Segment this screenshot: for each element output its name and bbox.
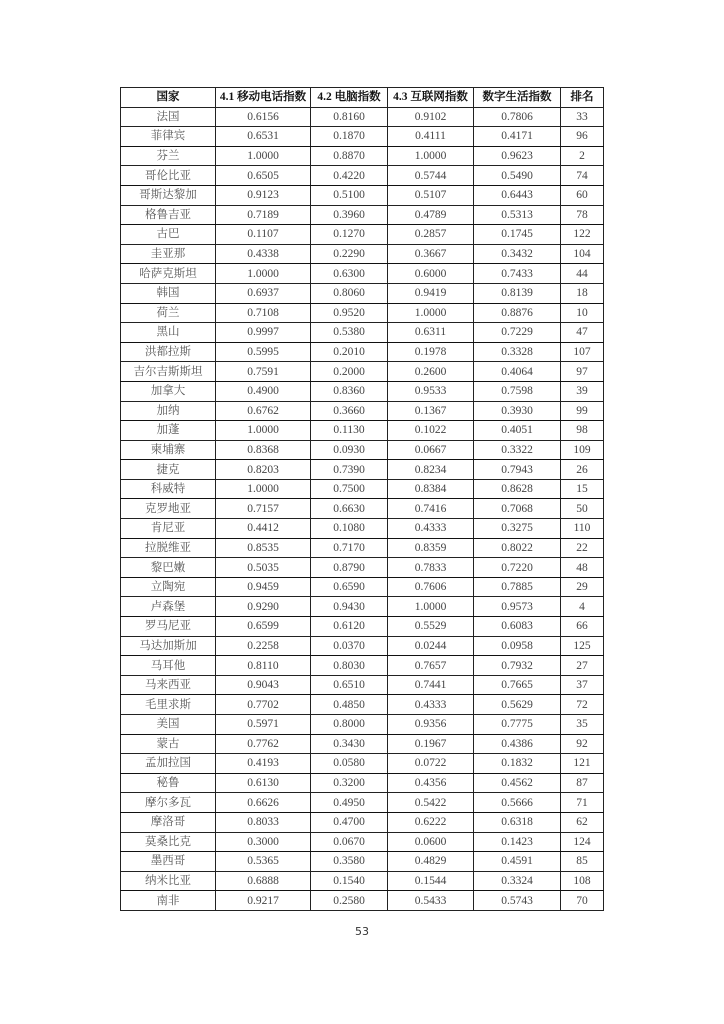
mobile-index-cell: 1.0000 bbox=[216, 264, 311, 284]
digital-life-index-cell: 0.4064 bbox=[474, 362, 561, 382]
country-cell: 芬兰 bbox=[121, 146, 216, 166]
country-cell: 孟加拉国 bbox=[121, 754, 216, 774]
table-row bbox=[121, 891, 604, 911]
internet-index-cell: 0.4789 bbox=[388, 205, 474, 225]
digital-life-index-cell: 0.1423 bbox=[474, 832, 561, 852]
country-cell: 法国 bbox=[121, 107, 216, 127]
computer-index-cell: 0.8160 bbox=[311, 107, 388, 127]
country-cell: 黑山 bbox=[121, 323, 216, 343]
column-header-country: 国家 bbox=[121, 88, 216, 108]
rank-cell: 22 bbox=[561, 538, 604, 558]
country-cell: 秘鲁 bbox=[121, 773, 216, 793]
country-cell: 加纳 bbox=[121, 401, 216, 421]
country-cell: 菲律宾 bbox=[121, 127, 216, 147]
table-header-row bbox=[121, 88, 604, 108]
computer-index-cell: 0.3960 bbox=[311, 205, 388, 225]
digital-life-index-cell: 0.7943 bbox=[474, 460, 561, 480]
mobile-index-cell: 0.6531 bbox=[216, 127, 311, 147]
computer-index-cell: 0.8360 bbox=[311, 381, 388, 401]
table-row bbox=[121, 127, 604, 147]
column-header-digital-life-index: 数字生活指数 bbox=[474, 88, 561, 108]
table-row bbox=[121, 303, 604, 323]
mobile-index-cell: 0.7591 bbox=[216, 362, 311, 382]
mobile-index-cell: 0.7762 bbox=[216, 734, 311, 754]
country-cell: 马来西亚 bbox=[121, 675, 216, 695]
rank-cell: 15 bbox=[561, 479, 604, 499]
country-cell: 墨西哥 bbox=[121, 852, 216, 872]
internet-index-cell: 0.7606 bbox=[388, 577, 474, 597]
rank-cell: 78 bbox=[561, 205, 604, 225]
digital-life-index-cell: 0.3322 bbox=[474, 440, 561, 460]
mobile-index-cell: 1.0000 bbox=[216, 421, 311, 441]
computer-index-cell: 0.1270 bbox=[311, 225, 388, 245]
computer-index-cell: 0.1130 bbox=[311, 421, 388, 441]
mobile-index-cell: 0.6762 bbox=[216, 401, 311, 421]
computer-index-cell: 0.3580 bbox=[311, 852, 388, 872]
computer-index-cell: 0.3660 bbox=[311, 401, 388, 421]
mobile-index-cell: 0.5365 bbox=[216, 852, 311, 872]
rank-cell: 50 bbox=[561, 499, 604, 519]
country-cell: 南非 bbox=[121, 891, 216, 911]
rank-cell: 35 bbox=[561, 715, 604, 735]
internet-index-cell: 0.9419 bbox=[388, 283, 474, 303]
table-row bbox=[121, 244, 604, 264]
digital-life-index-cell: 0.7068 bbox=[474, 499, 561, 519]
mobile-index-cell: 0.9997 bbox=[216, 323, 311, 343]
internet-index-cell: 0.7441 bbox=[388, 675, 474, 695]
internet-index-cell: 0.8234 bbox=[388, 460, 474, 480]
digital-life-index-cell: 0.6443 bbox=[474, 185, 561, 205]
rank-cell: 47 bbox=[561, 323, 604, 343]
computer-index-cell: 0.2010 bbox=[311, 342, 388, 362]
table-row bbox=[121, 656, 604, 676]
internet-index-cell: 0.6311 bbox=[388, 323, 474, 343]
internet-index-cell: 0.9533 bbox=[388, 381, 474, 401]
digital-life-index-cell: 0.1745 bbox=[474, 225, 561, 245]
computer-index-cell: 0.6590 bbox=[311, 577, 388, 597]
internet-index-cell: 1.0000 bbox=[388, 597, 474, 617]
table-body bbox=[121, 107, 604, 910]
rank-cell: 33 bbox=[561, 107, 604, 127]
country-cell: 马耳他 bbox=[121, 656, 216, 676]
computer-index-cell: 0.6300 bbox=[311, 264, 388, 284]
digital-life-index-cell: 0.7665 bbox=[474, 675, 561, 695]
mobile-index-cell: 1.0000 bbox=[216, 146, 311, 166]
mobile-index-cell: 0.3000 bbox=[216, 832, 311, 852]
computer-index-cell: 0.4850 bbox=[311, 695, 388, 715]
digital-life-index-cell: 0.6318 bbox=[474, 812, 561, 832]
computer-index-cell: 0.7390 bbox=[311, 460, 388, 480]
computer-index-cell: 0.0580 bbox=[311, 754, 388, 774]
country-cell: 圭亚那 bbox=[121, 244, 216, 264]
computer-index-cell: 0.2580 bbox=[311, 891, 388, 911]
rank-cell: 124 bbox=[561, 832, 604, 852]
digital-life-index-cell: 0.6083 bbox=[474, 617, 561, 637]
country-cell: 柬埔寨 bbox=[121, 440, 216, 460]
mobile-index-cell: 0.5995 bbox=[216, 342, 311, 362]
table-row bbox=[121, 675, 604, 695]
table-row bbox=[121, 225, 604, 245]
internet-index-cell: 0.8359 bbox=[388, 538, 474, 558]
computer-index-cell: 0.0670 bbox=[311, 832, 388, 852]
mobile-index-cell: 0.8033 bbox=[216, 812, 311, 832]
table-row bbox=[121, 754, 604, 774]
country-cell: 格鲁吉亚 bbox=[121, 205, 216, 225]
table-row bbox=[121, 283, 604, 303]
computer-index-cell: 0.9520 bbox=[311, 303, 388, 323]
rank-cell: 97 bbox=[561, 362, 604, 382]
computer-index-cell: 0.6120 bbox=[311, 617, 388, 637]
internet-index-cell: 0.2600 bbox=[388, 362, 474, 382]
rank-cell: 110 bbox=[561, 519, 604, 539]
table-row bbox=[121, 617, 604, 637]
internet-index-cell: 0.5107 bbox=[388, 185, 474, 205]
digital-life-index-cell: 0.4591 bbox=[474, 852, 561, 872]
digital-life-index-cell: 0.3324 bbox=[474, 871, 561, 891]
mobile-index-cell: 0.8110 bbox=[216, 656, 311, 676]
column-header-mobile-index: 4.1 移动电话指数 bbox=[216, 88, 311, 108]
mobile-index-cell: 0.7157 bbox=[216, 499, 311, 519]
country-cell: 吉尔吉斯斯坦 bbox=[121, 362, 216, 382]
computer-index-cell: 0.1870 bbox=[311, 127, 388, 147]
digital-life-index-cell: 0.9623 bbox=[474, 146, 561, 166]
table-row bbox=[121, 538, 604, 558]
digital-life-index-cell: 0.7433 bbox=[474, 264, 561, 284]
country-cell: 古巴 bbox=[121, 225, 216, 245]
rank-cell: 60 bbox=[561, 185, 604, 205]
computer-index-cell: 0.1080 bbox=[311, 519, 388, 539]
country-cell: 捷克 bbox=[121, 460, 216, 480]
internet-index-cell: 1.0000 bbox=[388, 303, 474, 323]
internet-index-cell: 1.0000 bbox=[388, 146, 474, 166]
internet-index-cell: 0.2857 bbox=[388, 225, 474, 245]
rank-cell: 29 bbox=[561, 577, 604, 597]
digital-life-index-cell: 0.5490 bbox=[474, 166, 561, 186]
rank-cell: 10 bbox=[561, 303, 604, 323]
table-row bbox=[121, 264, 604, 284]
computer-index-cell: 0.6510 bbox=[311, 675, 388, 695]
country-cell: 卢森堡 bbox=[121, 597, 216, 617]
digital-life-index-cell: 0.8628 bbox=[474, 479, 561, 499]
computer-index-cell: 0.1540 bbox=[311, 871, 388, 891]
digital-life-index-cell: 0.8139 bbox=[474, 283, 561, 303]
computer-index-cell: 0.6630 bbox=[311, 499, 388, 519]
country-cell: 哥伦比亚 bbox=[121, 166, 216, 186]
country-cell: 加拿大 bbox=[121, 381, 216, 401]
rank-cell: 99 bbox=[561, 401, 604, 421]
rank-cell: 18 bbox=[561, 283, 604, 303]
country-cell: 拉脱维亚 bbox=[121, 538, 216, 558]
digital-life-index-cell: 0.3432 bbox=[474, 244, 561, 264]
rank-cell: 74 bbox=[561, 166, 604, 186]
mobile-index-cell: 0.4338 bbox=[216, 244, 311, 264]
digital-life-index-cell: 0.3328 bbox=[474, 342, 561, 362]
mobile-index-cell: 0.5035 bbox=[216, 558, 311, 578]
digital-life-index-cell: 0.5629 bbox=[474, 695, 561, 715]
computer-index-cell: 0.8060 bbox=[311, 283, 388, 303]
mobile-index-cell: 0.9043 bbox=[216, 675, 311, 695]
computer-index-cell: 0.0930 bbox=[311, 440, 388, 460]
rank-cell: 109 bbox=[561, 440, 604, 460]
internet-index-cell: 0.9356 bbox=[388, 715, 474, 735]
internet-index-cell: 0.7416 bbox=[388, 499, 474, 519]
country-cell: 哥斯达黎加 bbox=[121, 185, 216, 205]
internet-index-cell: 0.4111 bbox=[388, 127, 474, 147]
rank-cell: 96 bbox=[561, 127, 604, 147]
mobile-index-cell: 0.5971 bbox=[216, 715, 311, 735]
digital-life-index-cell: 0.7932 bbox=[474, 656, 561, 676]
mobile-index-cell: 0.6130 bbox=[216, 773, 311, 793]
rank-cell: 92 bbox=[561, 734, 604, 754]
table-row bbox=[121, 832, 604, 852]
digital-life-index-cell: 0.4562 bbox=[474, 773, 561, 793]
mobile-index-cell: 0.7189 bbox=[216, 205, 311, 225]
digital-life-index-cell: 0.7220 bbox=[474, 558, 561, 578]
computer-index-cell: 0.4950 bbox=[311, 793, 388, 813]
digital-life-index-cell: 0.8022 bbox=[474, 538, 561, 558]
rank-cell: 108 bbox=[561, 871, 604, 891]
internet-index-cell: 0.4333 bbox=[388, 519, 474, 539]
country-cell: 纳米比亚 bbox=[121, 871, 216, 891]
table-row bbox=[121, 852, 604, 872]
computer-index-cell: 0.0370 bbox=[311, 636, 388, 656]
mobile-index-cell: 0.9123 bbox=[216, 185, 311, 205]
computer-index-cell: 0.4700 bbox=[311, 812, 388, 832]
digital-life-index-table bbox=[120, 87, 604, 911]
rank-cell: 26 bbox=[561, 460, 604, 480]
table-row bbox=[121, 715, 604, 735]
rank-cell: 121 bbox=[561, 754, 604, 774]
country-cell: 哈萨克斯坦 bbox=[121, 264, 216, 284]
internet-index-cell: 0.4356 bbox=[388, 773, 474, 793]
mobile-index-cell: 0.7108 bbox=[216, 303, 311, 323]
table-row bbox=[121, 185, 604, 205]
table-row bbox=[121, 460, 604, 480]
digital-life-index-cell: 0.1832 bbox=[474, 754, 561, 774]
digital-life-index-cell: 0.9573 bbox=[474, 597, 561, 617]
computer-index-cell: 0.4220 bbox=[311, 166, 388, 186]
computer-index-cell: 0.3200 bbox=[311, 773, 388, 793]
mobile-index-cell: 0.6626 bbox=[216, 793, 311, 813]
internet-index-cell: 0.1978 bbox=[388, 342, 474, 362]
rank-cell: 37 bbox=[561, 675, 604, 695]
country-cell: 黎巴嫩 bbox=[121, 558, 216, 578]
page-number: 53 bbox=[355, 925, 369, 938]
rank-cell: 87 bbox=[561, 773, 604, 793]
internet-index-cell: 0.4333 bbox=[388, 695, 474, 715]
country-cell: 罗马尼亚 bbox=[121, 617, 216, 637]
table-row bbox=[121, 499, 604, 519]
table-row bbox=[121, 479, 604, 499]
table-row bbox=[121, 519, 604, 539]
country-cell: 摩尔多瓦 bbox=[121, 793, 216, 813]
digital-life-index-cell: 0.7229 bbox=[474, 323, 561, 343]
internet-index-cell: 0.0722 bbox=[388, 754, 474, 774]
column-header-computer-index: 4.2 电脑指数 bbox=[311, 88, 388, 108]
rank-cell: 48 bbox=[561, 558, 604, 578]
country-cell: 韩国 bbox=[121, 283, 216, 303]
mobile-index-cell: 0.9217 bbox=[216, 891, 311, 911]
computer-index-cell: 0.2000 bbox=[311, 362, 388, 382]
computer-index-cell: 0.7170 bbox=[311, 538, 388, 558]
table-row bbox=[121, 146, 604, 166]
digital-life-index-cell: 0.0958 bbox=[474, 636, 561, 656]
digital-life-index-cell: 0.8876 bbox=[474, 303, 561, 323]
table-row bbox=[121, 734, 604, 754]
rank-cell: 122 bbox=[561, 225, 604, 245]
country-cell: 洪都拉斯 bbox=[121, 342, 216, 362]
table-row bbox=[121, 812, 604, 832]
country-cell: 加蓬 bbox=[121, 421, 216, 441]
digital-life-index-cell: 0.5743 bbox=[474, 891, 561, 911]
table-row bbox=[121, 558, 604, 578]
mobile-index-cell: 0.2258 bbox=[216, 636, 311, 656]
computer-index-cell: 0.3430 bbox=[311, 734, 388, 754]
internet-index-cell: 0.1967 bbox=[388, 734, 474, 754]
table-row bbox=[121, 362, 604, 382]
mobile-index-cell: 0.8203 bbox=[216, 460, 311, 480]
digital-life-index-cell: 0.7806 bbox=[474, 107, 561, 127]
digital-life-index-cell: 0.7775 bbox=[474, 715, 561, 735]
mobile-index-cell: 0.6937 bbox=[216, 283, 311, 303]
rank-cell: 107 bbox=[561, 342, 604, 362]
internet-index-cell: 0.6000 bbox=[388, 264, 474, 284]
country-cell: 立陶宛 bbox=[121, 577, 216, 597]
internet-index-cell: 0.7833 bbox=[388, 558, 474, 578]
digital-life-index-cell: 0.7598 bbox=[474, 381, 561, 401]
internet-index-cell: 0.6222 bbox=[388, 812, 474, 832]
country-cell: 毛里求斯 bbox=[121, 695, 216, 715]
mobile-index-cell: 0.6888 bbox=[216, 871, 311, 891]
country-cell: 肯尼亚 bbox=[121, 519, 216, 539]
computer-index-cell: 0.2290 bbox=[311, 244, 388, 264]
table-row bbox=[121, 577, 604, 597]
mobile-index-cell: 0.9290 bbox=[216, 597, 311, 617]
mobile-index-cell: 0.6505 bbox=[216, 166, 311, 186]
mobile-index-cell: 0.4900 bbox=[216, 381, 311, 401]
internet-index-cell: 0.0667 bbox=[388, 440, 474, 460]
computer-index-cell: 0.8870 bbox=[311, 146, 388, 166]
country-cell: 马达加斯加 bbox=[121, 636, 216, 656]
table-row bbox=[121, 636, 604, 656]
rank-cell: 72 bbox=[561, 695, 604, 715]
rank-cell: 104 bbox=[561, 244, 604, 264]
country-cell: 蒙古 bbox=[121, 734, 216, 754]
rank-cell: 71 bbox=[561, 793, 604, 813]
computer-index-cell: 0.5100 bbox=[311, 185, 388, 205]
country-cell: 美国 bbox=[121, 715, 216, 735]
rank-cell: 44 bbox=[561, 264, 604, 284]
rank-cell: 85 bbox=[561, 852, 604, 872]
mobile-index-cell: 0.6599 bbox=[216, 617, 311, 637]
country-cell: 荷兰 bbox=[121, 303, 216, 323]
rank-cell: 27 bbox=[561, 656, 604, 676]
table-row bbox=[121, 793, 604, 813]
table-row bbox=[121, 205, 604, 225]
internet-index-cell: 0.9102 bbox=[388, 107, 474, 127]
mobile-index-cell: 0.8535 bbox=[216, 538, 311, 558]
country-cell: 摩洛哥 bbox=[121, 812, 216, 832]
country-cell: 克罗地亚 bbox=[121, 499, 216, 519]
digital-life-index-cell: 0.7885 bbox=[474, 577, 561, 597]
computer-index-cell: 0.9430 bbox=[311, 597, 388, 617]
table-row bbox=[121, 342, 604, 362]
internet-index-cell: 0.5744 bbox=[388, 166, 474, 186]
table-row bbox=[121, 440, 604, 460]
internet-index-cell: 0.0244 bbox=[388, 636, 474, 656]
rank-cell: 4 bbox=[561, 597, 604, 617]
rank-cell: 2 bbox=[561, 146, 604, 166]
internet-index-cell: 0.1022 bbox=[388, 421, 474, 441]
internet-index-cell: 0.5433 bbox=[388, 891, 474, 911]
computer-index-cell: 0.8000 bbox=[311, 715, 388, 735]
internet-index-cell: 0.5422 bbox=[388, 793, 474, 813]
rank-cell: 125 bbox=[561, 636, 604, 656]
rank-cell: 66 bbox=[561, 617, 604, 637]
column-header-rank: 排名 bbox=[561, 88, 604, 108]
mobile-index-cell: 0.7702 bbox=[216, 695, 311, 715]
internet-index-cell: 0.1367 bbox=[388, 401, 474, 421]
column-header-internet-index: 4.3 互联网指数 bbox=[388, 88, 474, 108]
mobile-index-cell: 0.8368 bbox=[216, 440, 311, 460]
computer-index-cell: 0.8790 bbox=[311, 558, 388, 578]
computer-index-cell: 0.8030 bbox=[311, 656, 388, 676]
digital-life-index-cell: 0.4171 bbox=[474, 127, 561, 147]
country-cell: 科威特 bbox=[121, 479, 216, 499]
digital-life-index-cell: 0.5666 bbox=[474, 793, 561, 813]
mobile-index-cell: 0.1107 bbox=[216, 225, 311, 245]
internet-index-cell: 0.8384 bbox=[388, 479, 474, 499]
table-row bbox=[121, 695, 604, 715]
mobile-index-cell: 0.6156 bbox=[216, 107, 311, 127]
table-row bbox=[121, 421, 604, 441]
mobile-index-cell: 0.9459 bbox=[216, 577, 311, 597]
internet-index-cell: 0.5529 bbox=[388, 617, 474, 637]
rank-cell: 70 bbox=[561, 891, 604, 911]
rank-cell: 62 bbox=[561, 812, 604, 832]
digital-life-index-cell: 0.3930 bbox=[474, 401, 561, 421]
table-row bbox=[121, 323, 604, 343]
mobile-index-cell: 1.0000 bbox=[216, 479, 311, 499]
internet-index-cell: 0.7657 bbox=[388, 656, 474, 676]
table-row bbox=[121, 773, 604, 793]
mobile-index-cell: 0.4193 bbox=[216, 754, 311, 774]
digital-life-index-cell: 0.4051 bbox=[474, 421, 561, 441]
mobile-index-cell: 0.4412 bbox=[216, 519, 311, 539]
computer-index-cell: 0.7500 bbox=[311, 479, 388, 499]
internet-index-cell: 0.1544 bbox=[388, 871, 474, 891]
table-row bbox=[121, 166, 604, 186]
table-row bbox=[121, 597, 604, 617]
digital-life-index-cell: 0.4386 bbox=[474, 734, 561, 754]
table-row bbox=[121, 871, 604, 891]
internet-index-cell: 0.3667 bbox=[388, 244, 474, 264]
computer-index-cell: 0.5380 bbox=[311, 323, 388, 343]
rank-cell: 98 bbox=[561, 421, 604, 441]
table-row bbox=[121, 401, 604, 421]
country-cell: 莫桑比克 bbox=[121, 832, 216, 852]
digital-life-index-cell: 0.3275 bbox=[474, 519, 561, 539]
table-row bbox=[121, 107, 604, 127]
rank-cell: 39 bbox=[561, 381, 604, 401]
internet-index-cell: 0.4829 bbox=[388, 852, 474, 872]
table-row bbox=[121, 381, 604, 401]
digital-life-index-cell: 0.5313 bbox=[474, 205, 561, 225]
internet-index-cell: 0.0600 bbox=[388, 832, 474, 852]
